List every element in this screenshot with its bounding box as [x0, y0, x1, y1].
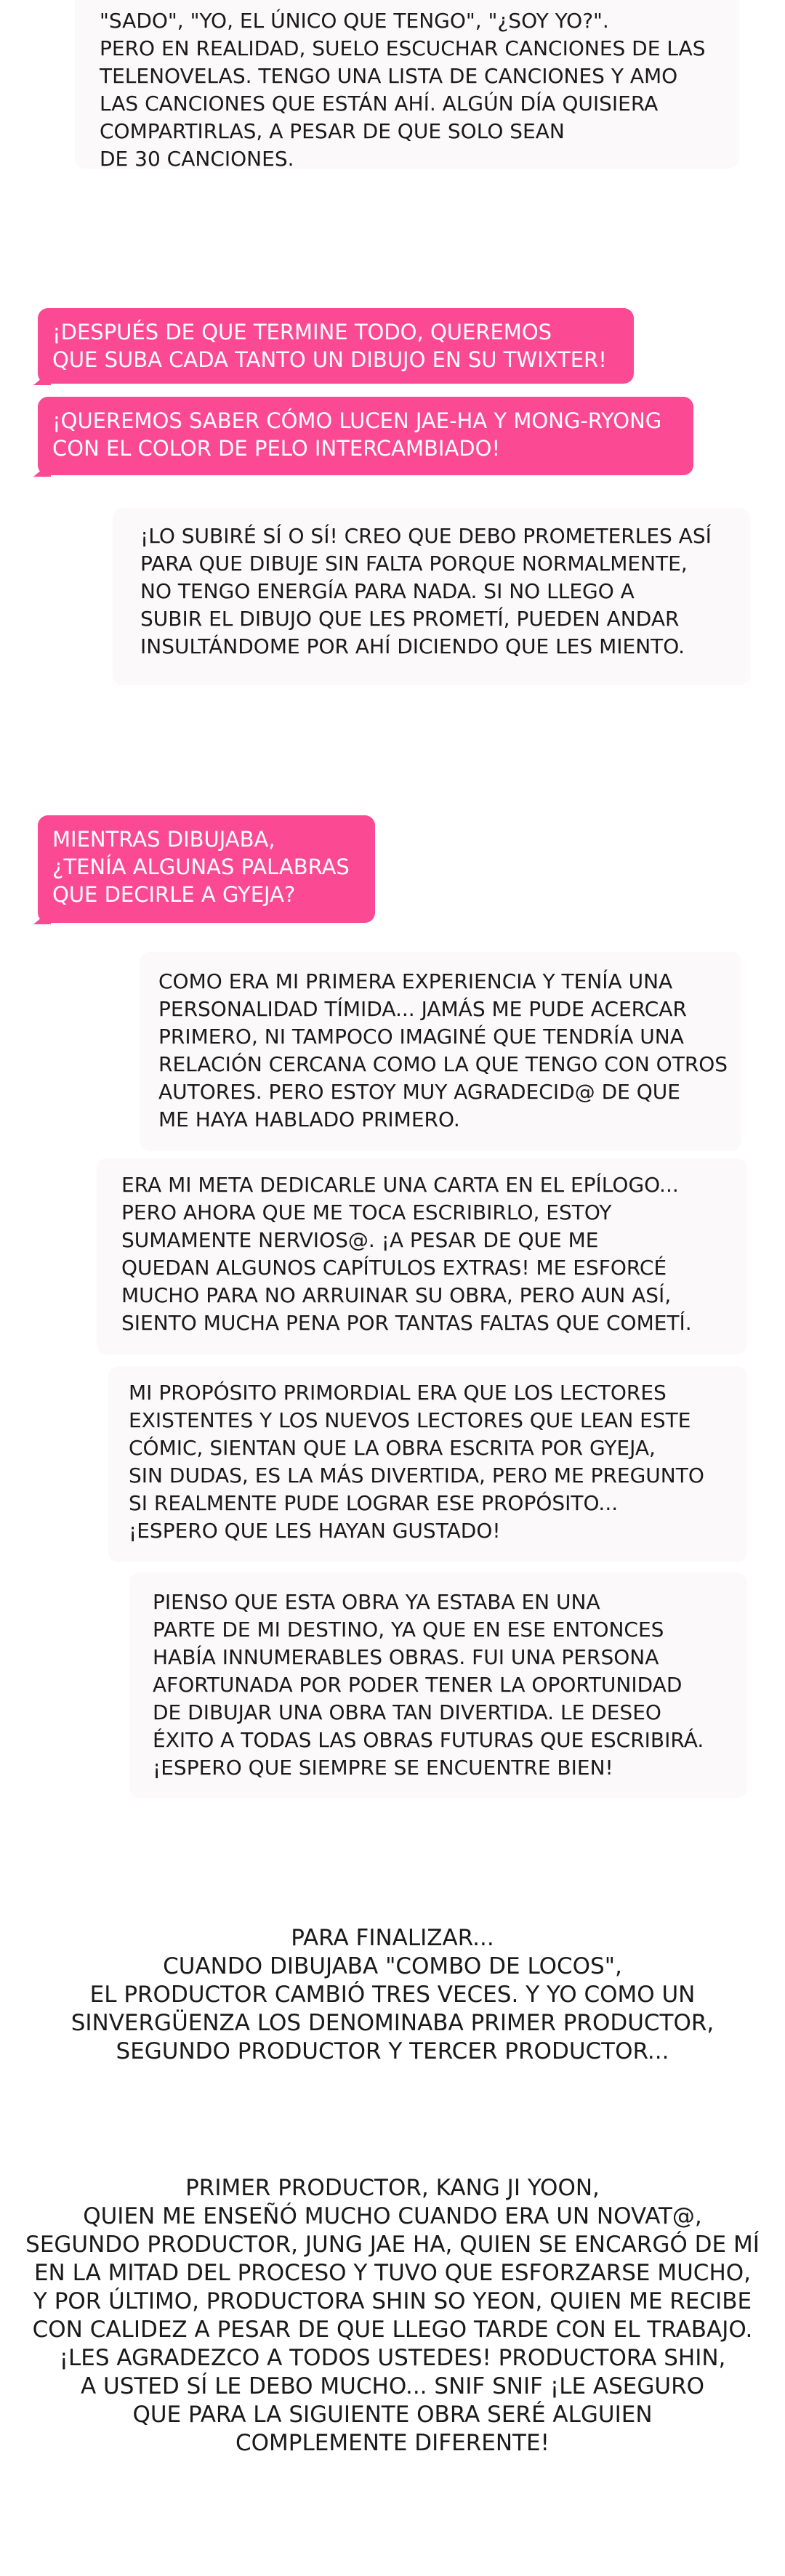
note-line: ¡LO SUBIRÉ SÍ O SÍ! CREO QUE DEBO PROMETERLES ASÍ [140, 524, 712, 548]
closing-line: Y POR ÚLTIMO, PRODUCTORA SHIN SO YEON, QUIEN ME RECIBE [33, 2288, 752, 2314]
author-note-2 [113, 508, 750, 685]
note-line: SIN DUDAS, ES LA MÁS DIVERTIDA, PERO ME PREGUNTO [129, 1463, 704, 1487]
note-line: QUEDAN ALGUNOS CAPÍTULOS EXTRAS! ME ESFORCÉ [121, 1256, 667, 1280]
note-line: ÉXITO A TODAS LAS OBRAS FUTURAS QUE ESCRIBIRÁ. [153, 1728, 704, 1752]
closing-line: SINVERGÜENZA LOS DENOMINABA PRIMER PRODUCTOR, [71, 2010, 714, 2036]
author-note-1 [75, 0, 739, 169]
bubble-line: CON EL COLOR DE PELO INTERCAMBIADO! [52, 436, 501, 461]
note-line: ERA MI META DEDICARLE UNA CARTA EN EL EPÍLOGO... [121, 1173, 679, 1197]
author-note-5 [108, 1366, 747, 1562]
note-line: MI PROPÓSITO PRIMORDIAL ERA QUE LOS LECTORES [129, 1381, 667, 1405]
note-line: COMPARTIRLAS, A PESAR DE QUE SOLO SEAN [100, 119, 565, 143]
author-note-3 [140, 952, 741, 1151]
note-line: SI REALMENTE PUDE LOGRAR ESE PROPÓSITO... [129, 1491, 619, 1515]
closing-line: QUIEN ME ENSEÑÓ MUCHO CUANDO ERA UN NOVAT@, [83, 2203, 702, 2229]
note-line: PARTE DE MI DESTINO, YA QUE EN ESE ENTONCES [153, 1618, 664, 1642]
note-line: NO TENGO ENERGÍA PARA NADA. SI NO LLEGO A [140, 579, 635, 603]
bubble-line: QUE DECIRLE A GYEJA? [52, 882, 296, 907]
note-line: "SADO", "YO, EL ÚNICO QUE TENGO", "¿SOY YO?". [100, 9, 609, 33]
note-line: RELACIÓN CERCANA COMO LA QUE TENGO CON OTROS [158, 1052, 728, 1076]
author-note-4 [97, 1158, 747, 1354]
bubble-line: MIENTRAS DIBUJABA, [52, 827, 275, 852]
closing-line: CON CALIDEZ A PESAR DE QUE LLEGO TARDE CON EL TRABAJO. [32, 2317, 753, 2343]
closing-line: SEGUNDO PRODUCTOR Y TERCER PRODUCTOR... [116, 2038, 669, 2064]
author-note-6 [129, 1572, 747, 1798]
note-line: AFORTUNADA POR PODER TENER LA OPORTUNIDAD [153, 1673, 683, 1697]
bubble-line: ¡DESPUÉS DE QUE TERMINE TODO, QUEREMOS [52, 320, 552, 344]
note-line: AUTORES. PERO ESTOY MUY AGRADECID@ DE QUE [158, 1080, 680, 1104]
note-line: TELENOVELAS. TENGO UNA LISTA DE CANCIONES Y AMO [100, 64, 678, 88]
note-line: PARA QUE DIBUJE SIN FALTA PORQUE NORMALMENTE, [140, 552, 688, 576]
closing-line: CUANDO DIBUJABA "COMBO DE LOCOS", [163, 1953, 622, 1979]
note-line: SUMAMENTE NERVIOS@. ¡A PESAR DE QUE ME [121, 1228, 599, 1252]
bubble-line: ¡QUEREMOS SABER CÓMO LUCEN JAE-HA Y MONG-RYONG [52, 408, 662, 433]
note-line: ¡ESPERO QUE SIEMPRE SE ENCUENTRE BIEN! [153, 1756, 613, 1780]
note-line: DE DIBUJAR UNA OBRA TAN DIVERTIDA. LE DESEO [153, 1700, 661, 1724]
closing-line: A USTED SÍ LE DEBO MUCHO... SNIF SNIF ¡LE ASEGURO [80, 2373, 705, 2399]
note-line: SUBIR EL DIBUJO QUE LES PROMETÍ, PUEDEN ANDAR [140, 607, 680, 631]
note-line: PIENSO QUE ESTA OBRA YA ESTABA EN UNA [153, 1590, 600, 1614]
closing-line: QUE PARA LA SIGUIENTE OBRA SERÉ ALGUIEN [132, 2402, 653, 2428]
closing-paragraph-2 [0, 2174, 785, 2458]
note-line: EXISTENTES Y LOS NUEVOS LECTORES QUE LEAN ESTE [129, 1408, 691, 1432]
closing-line: COMPLEMENTE DIFERENTE! [236, 2430, 550, 2456]
note-line: DE 30 CANCIONES. [100, 147, 294, 171]
closing-line: PRIMER PRODUCTOR, KANG JI YOON, [185, 2175, 600, 2201]
note-line: INSULTÁNDOME POR AHÍ DICIENDO QUE LES MIENTO. [140, 634, 685, 658]
note-line: SIENTO MUCHA PENA POR TANTAS FALTAS QUE COMETÍ. [121, 1311, 692, 1335]
note-line: COMO ERA MI PRIMERA EXPERIENCIA Y TENÍA UNA [158, 969, 673, 993]
note-line: ¡ESPERO QUE LES HAYAN GUSTADO! [129, 1519, 501, 1543]
closing-paragraph-1 [0, 1924, 785, 2066]
note-line: CÓMIC, SIENTAN QUE LA OBRA ESCRITA POR GYEJA, [129, 1436, 656, 1460]
note-line: LAS CANCIONES QUE ESTÁN AHÍ. ALGÚN DÍA QUISIERA [100, 92, 659, 116]
reader-question-bubble-2 [38, 397, 693, 475]
note-line: PERO AHORA QUE ME TOCA ESCRIBIRLO, ESTOY [121, 1200, 612, 1224]
note-line: HABÍA INNUMERABLES OBRAS. FUI UNA PERSONA [153, 1645, 659, 1669]
bubble-line: ¿TENÍA ALGUNAS PALABRAS [52, 855, 350, 879]
closing-line: EL PRODUCTOR CAMBIÓ TRES VECES. Y YO COMO UN [89, 1982, 696, 2008]
reader-question-bubble-1 [38, 308, 634, 384]
closing-line: PARA FINALIZAR... [291, 1925, 494, 1951]
note-line: MUCHO PARA NO ARRUINAR SU OBRA, PERO AUN ASÍ, [121, 1283, 672, 1307]
closing-line: SEGUNDO PRODUCTOR, JUNG JAE HA, QUIEN SE ENCARGÓ DE MÍ [25, 2232, 760, 2258]
note-line: PERSONALIDAD TÍMIDA... JAMÁS ME PUDE ACERCAR [158, 997, 687, 1021]
note-line: PRIMERO, NI TAMPOCO IMAGINÉ QUE TENDRÍA UNA [158, 1025, 684, 1049]
bubble-line: QUE SUBA CADA TANTO UN DIBUJO EN SU TWIXTER! [52, 347, 607, 372]
note-line: ME HAYA HABLADO PRIMERO. [158, 1107, 460, 1131]
closing-line: EN LA MITAD DEL PROCESO Y TUVO QUE ESFORZARSE MUCHO, [33, 2260, 752, 2286]
reader-question-bubble-3 [38, 815, 375, 923]
note-line: PERO EN REALIDAD, SUELO ESCUCHAR CANCIONES DE LAS [100, 36, 706, 60]
closing-line: ¡LES AGRADEZCO A TODOS USTEDES! PRODUCTORA SHIN, [59, 2345, 726, 2371]
